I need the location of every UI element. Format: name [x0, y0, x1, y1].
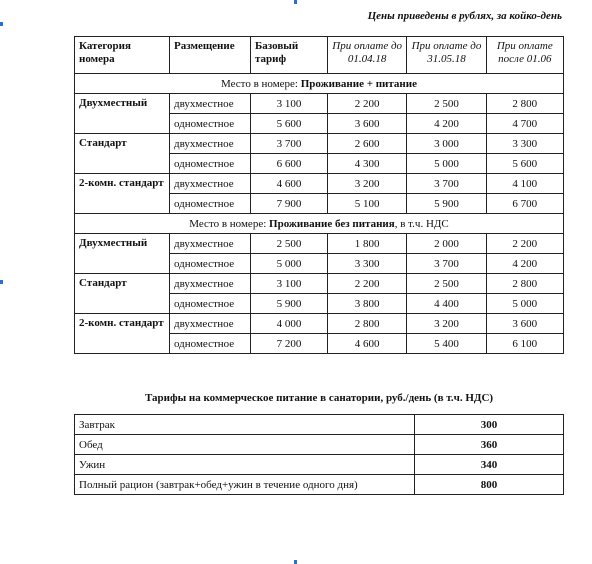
- meal-price: 360: [415, 435, 564, 455]
- price-cell: 1 800: [328, 234, 407, 254]
- price-cell: 5 000: [407, 154, 486, 174]
- placement-cell: двухместное: [170, 234, 251, 254]
- price-cell: 3 200: [328, 174, 407, 194]
- placement-cell: одноместное: [170, 254, 251, 274]
- section-row: [75, 74, 564, 94]
- price-cell: 7 200: [251, 334, 328, 354]
- price-cell: 3 800: [328, 294, 407, 314]
- price-cell: 3 100: [251, 94, 328, 114]
- price-cell: 2 500: [251, 234, 328, 254]
- price-cell: 4 400: [407, 294, 486, 314]
- category-cell: 2-комн. стандарт: [75, 314, 170, 354]
- edge-marker: [0, 280, 3, 284]
- meal-name: Завтрак: [75, 415, 415, 435]
- price-cell: 3 100: [251, 274, 328, 294]
- placement-cell: одноместное: [170, 294, 251, 314]
- price-cell: 5 900: [251, 294, 328, 314]
- placement-cell: двухместное: [170, 314, 251, 334]
- price-cell: 4 600: [328, 334, 407, 354]
- placement-cell: одноместное: [170, 334, 251, 354]
- price-cell: 2 000: [407, 234, 486, 254]
- price-cell: 4 200: [407, 114, 486, 134]
- edge-marker: [0, 22, 3, 26]
- price-cell: 3 000: [407, 134, 486, 154]
- price-cell: 4 300: [328, 154, 407, 174]
- price-cell: 3 700: [251, 134, 328, 154]
- header-base-rate: Базовый тариф: [251, 37, 328, 74]
- placement-cell: двухместное: [170, 134, 251, 154]
- price-cell: 2 800: [328, 314, 407, 334]
- table-row: [75, 475, 564, 495]
- placement-cell: двухместное: [170, 174, 251, 194]
- table-row: [75, 234, 564, 254]
- price-cell: 6 700: [486, 194, 563, 214]
- price-cell: 2 800: [486, 274, 563, 294]
- price-cell: 4 000: [251, 314, 328, 334]
- price-cell: 2 200: [328, 94, 407, 114]
- price-cell: 5 000: [251, 254, 328, 274]
- section-title: Место в номере: Проживание без питания, в т.ч. НДС: [75, 214, 564, 234]
- price-cell: 5 100: [328, 194, 407, 214]
- header-period-3: При оплате после 01.06: [486, 37, 563, 74]
- header-period-2: При оплате до 31.05.18: [407, 37, 486, 74]
- meal-name: Полный рацион (завтрак+обед+ужин в течение одного дня): [75, 475, 415, 495]
- price-cell: 3 300: [328, 254, 407, 274]
- price-cell: 3 700: [407, 254, 486, 274]
- price-cell: 2 200: [486, 234, 563, 254]
- table-row: [75, 314, 564, 334]
- price-cell: 4 700: [486, 114, 563, 134]
- meal-price: 800: [415, 475, 564, 495]
- placement-cell: двухместное: [170, 274, 251, 294]
- header-row: [75, 37, 564, 74]
- meals-title: Тарифы на коммерческое питание в санатории, руб./день (в т.ч. НДС): [144, 392, 494, 404]
- price-cell: 5 000: [486, 294, 563, 314]
- section-title: Место в номере: Проживание + питание: [75, 74, 564, 94]
- category-cell: Стандарт: [75, 274, 170, 314]
- price-cell: 3 700: [407, 174, 486, 194]
- placement-cell: двухместное: [170, 94, 251, 114]
- meal-name: Ужин: [75, 455, 415, 475]
- price-cell: 2 600: [328, 134, 407, 154]
- price-cell: 5 600: [486, 154, 563, 174]
- category-cell: Двухместный: [75, 234, 170, 274]
- table-row: [75, 174, 564, 194]
- category-cell: Двухместный: [75, 94, 170, 134]
- table-row: [75, 455, 564, 475]
- price-cell: 2 200: [328, 274, 407, 294]
- edge-marker: [294, 560, 297, 564]
- header-period-1: При оплате до 01.04.18: [328, 37, 407, 74]
- header-category: Категория номера: [75, 37, 170, 74]
- price-cell: 6 100: [486, 334, 563, 354]
- price-cell: 2 500: [407, 274, 486, 294]
- meal-price: 300: [415, 415, 564, 435]
- price-cell: 3 300: [486, 134, 563, 154]
- price-cell: 5 600: [251, 114, 328, 134]
- meal-name: Обед: [75, 435, 415, 455]
- price-cell: 2 500: [407, 94, 486, 114]
- table-row: [75, 94, 564, 114]
- price-cell: 4 600: [251, 174, 328, 194]
- table-row: [75, 274, 564, 294]
- placement-cell: одноместное: [170, 114, 251, 134]
- price-cell: 4 100: [486, 174, 563, 194]
- price-cell: 3 600: [328, 114, 407, 134]
- placement-cell: одноместное: [170, 194, 251, 214]
- placement-cell: одноместное: [170, 154, 251, 174]
- price-cell: 7 900: [251, 194, 328, 214]
- meal-price: 340: [415, 455, 564, 475]
- price-cell: 3 600: [486, 314, 563, 334]
- price-cell: 5 900: [407, 194, 486, 214]
- category-cell: Стандарт: [75, 134, 170, 174]
- price-cell: 2 800: [486, 94, 563, 114]
- price-cell: 3 200: [407, 314, 486, 334]
- category-cell: 2-комн. стандарт: [75, 174, 170, 214]
- price-cell: 5 400: [407, 334, 486, 354]
- price-caption: Цены приведены в рублях, за койко-день: [367, 10, 562, 22]
- table-row: [75, 435, 564, 455]
- price-table: [74, 36, 564, 354]
- price-cell: 4 200: [486, 254, 563, 274]
- table-row: [75, 134, 564, 154]
- price-cell: 6 600: [251, 154, 328, 174]
- edge-marker: [294, 0, 297, 4]
- header-placement: Размещение: [170, 37, 251, 74]
- table-row: [75, 415, 564, 435]
- section-row: [75, 214, 564, 234]
- meals-table: [74, 414, 564, 495]
